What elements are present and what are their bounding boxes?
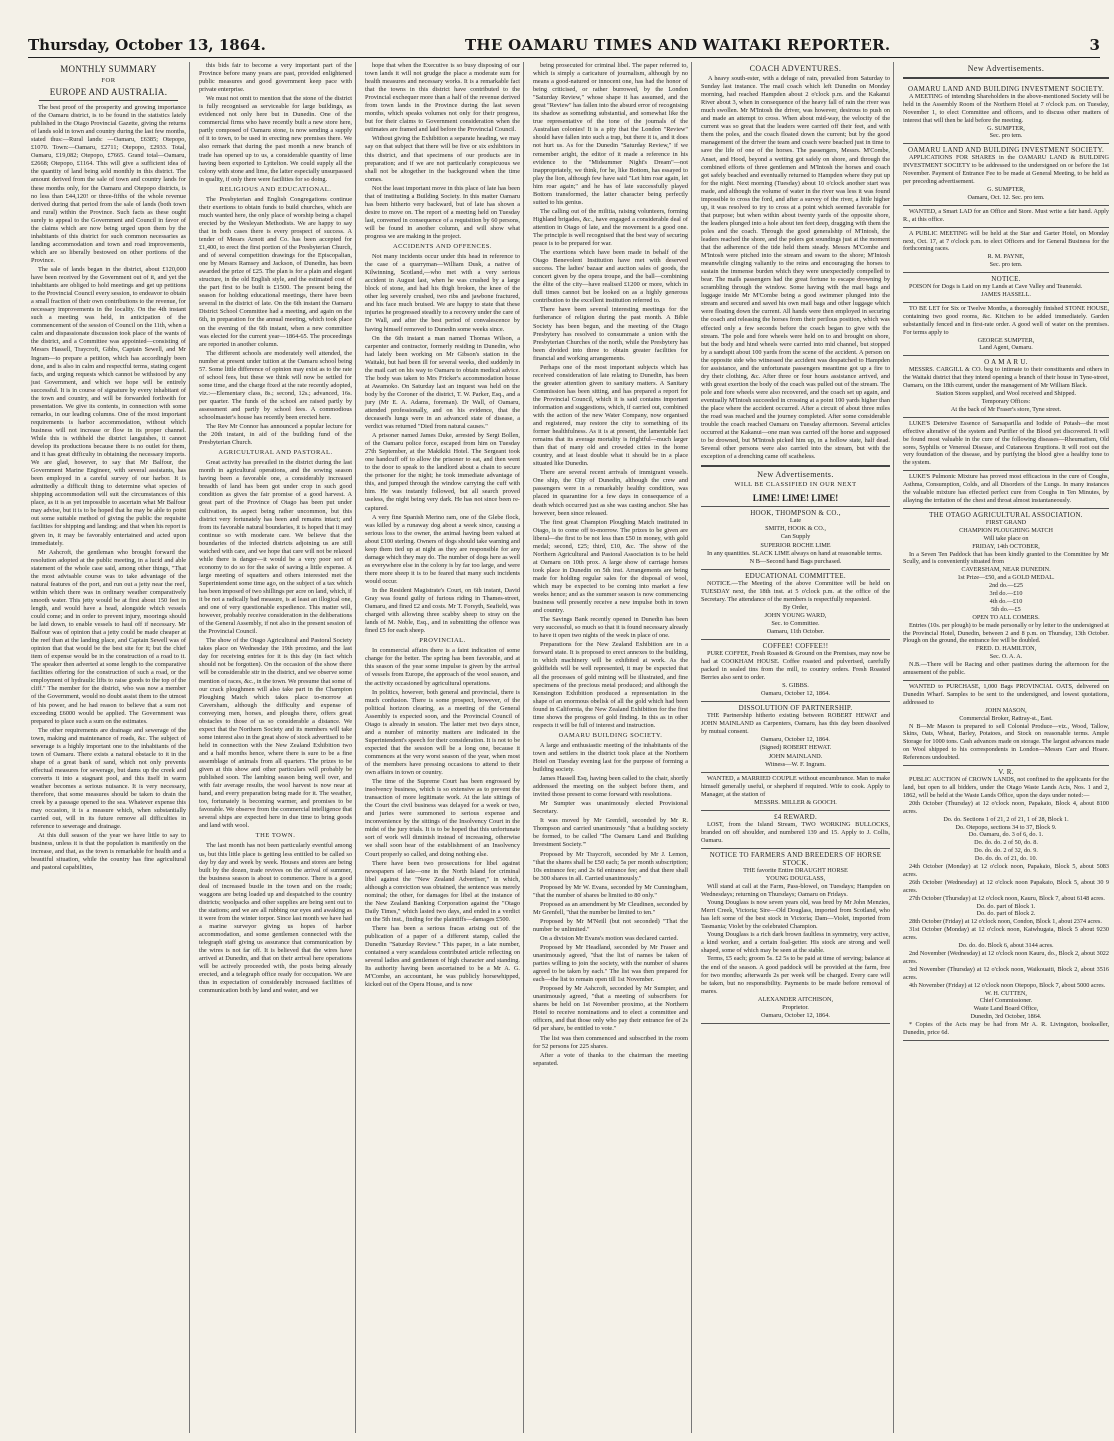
ad-line: FRED. D. HAMILTON, — [975, 645, 1037, 653]
article-paragraph: In the Resident Magistrate's Court, on 6th instant, David Gray was found guilty of furious riding in Thames-street, Oamaru, and fined £2 and costs. Mr T. Forsyth, Seafield, was charged with allowing three scabby sheep to stray on the lands of M. Noble, Esq., and in submitting the offence was fined £5 for each sheep. — [365, 587, 520, 635]
article-paragraph: In commercial affairs there is a faint indication of some change for the better. The spring has been favorable, and at this season of the year some impulse is given by the arrival of vessels from Europe, the approach of the wool season, and the activity occasioned by agricultural operations. — [365, 647, 520, 687]
ad-line: R. M. PAYNE, — [987, 253, 1025, 261]
ad-line: G. SUMPTER, — [987, 124, 1025, 132]
advertisement — [903, 303, 1109, 356]
page-number: 3 — [1089, 36, 1100, 54]
column-6 — [900, 62, 1112, 1433]
ad-line: Do. do. do. of 21, do. 10. — [974, 855, 1038, 863]
ad-line: YOUNG DOUGLASS, — [765, 874, 826, 882]
ad-line: WANTED to PURCHASE, 1,000 Bags PROVINCIAL OATS, delivered on Dunedin Wharf. Samples to be sent to the undersigned, and lowest quotations, addressed to — [903, 683, 1109, 706]
ad-line: 4th November (Friday) at 12 o'clock noon Otepopo, Block 7, about 5000 acres. — [909, 981, 1106, 989]
ad-line: OAMARU LAND AND BUILDING INVESTMENT SOCIETY. — [907, 84, 1105, 93]
issue-date: Thursday, October 13, 1864. — [28, 36, 266, 54]
classified-note: WILL BE CLASSIFIED IN OUR NEXT — [734, 481, 857, 489]
ad-line: JOHN YOUNG WARD, — [764, 611, 827, 619]
coach-body — [701, 75, 890, 461]
ad-line: 2nd November (Wednesday) at 12 o'clock noon Kauru, do., Block 2, about 3022 acres. — [903, 950, 1109, 965]
article-paragraph: In politics, however, both general and provincial, there is much confusion. There is some prospect, however, of the political horizon clearing, as a meeting of the General Assembly is expected soon, and the Provincial Council of Otago is already in session. The latter met two days since, and a number of minority matters are indicated in the Superintendent's speech for their consideration. It is not to be expected that the session will be a long one, because it commences at the very worst season of the year, when most of the members have pressing occasions to attend to their own affairs in town or country. — [365, 688, 520, 777]
article-paragraph: this bids fair to become a very important part of the Province before many years are past, provided enlightened public measures and good government keep pace with private enterprise. — [199, 62, 352, 94]
article-paragraph: A very fine Spanish Merino ram, one of the Glebe flock, was killed by a runaway dog about a week since, causing a serious loss to the owner, the animal having been valued at about £100 sterling. Owners of dogs should take warning and keep them tied up at night as they are responsible for any damage which they may do. The number of dogs here as well as everywhere else in the colony is by far too large, and were there more sheep it is to be feared that many such incidents would occur. — [365, 513, 520, 585]
ad-line: (Signed) ROBERT HEWAT. — [759, 744, 832, 752]
article-paragraph: Proposed by Mr Traycroft, seconded by Mr J. Lemon, "that the shares shall be £50 each; 5s per month subscription; 10s entrance fee; and 2s 6d entrance fee; and that there shall be 300 shares in all. Carried unanimously." — [533, 850, 688, 882]
advertisement — [903, 206, 1109, 228]
ad-line: TO BE LET for Six or Twelve Months, a thoroughly finished STONE HOUSE, containing two good rooms, &c. Kitchen to be added immediately. Garden substantially fenced and in first-rate order. A good well of water on the premises. For terms apply to — [903, 304, 1109, 336]
ad-line: 2nd do.—£25 — [988, 582, 1024, 590]
article-paragraph: A heavy south-ester, with a deluge of rain, prevailed from Saturday to Sunday last instance. The mail coach which left Dunedin on Monday morning, had reached Hampden about 2 o'clock p.m. and the Kakanui River about 3, when in consequence of the heavy fall of rain the river was much swollen. Mr M'Intosh the driver, was however, desirous to push on and made an attempt to cross. When about mid-way, the velocity of the current was so great that the leaders were carried off their feet, and with them the poles, and the coach floated down the current; but by the good management of the driver the team and coach were beached just in time to save the life of one of the horses. The passengers, Messrs. M'Combe, Anset, and Hood, beyond a wetting got safely on shore, and through the combined efforts of three gentlemen and M'Intosh the horses and coach got safely beached and eventually returned to Hampden where they put up for the night. Next morning (Tuesday) about 10 o'clock another start was made, and although the volume of water in the river was less it was found impossible to cross the ford, and after a survey of the river, a little higher up, it was resolved to try to cross at a point which seemed favorable for that purpose; but when within about twenty yards of the opposite shore, the leaders plunged into a hole about ten feet deep, dragging with them the poles and the coach. Through the good generalship of M'Intosh, the leaders reached the shore, and the polers got soundings just at the moment that the adherence of the tide held them steady. Messrs M'Combe and M'Intosh were pitched into the stream and swam to the shore; M'Intosh meanwhile clinging valiantly to the reins and encouraging the horses to sustain the immense burden which they were unexpectedly compelled to bear. The mails passengers had the great fortune to escape drowning by scrambling through the window. Some having with the mail bags and luggage inside Mr M'Combe being a good swimmer plunged into the stream and secured and saved his own mail bags and other luggage which were floating down the current. All hands were then employed in securing the coach and releasing the horses from their perilous position, which was effected only a few seconds before the coach began to give with the stream. The pole and fore wheels were held on to and brought on shore, but the body and hind wheels were carried into mid channel, but stopped by a sandspit about 100 yards from the scene of the accident. A person on the opposite side who witnessed the accident was despatched to Hampden for assistance, and the unfortunate passengers meantime got up a fire to dry their clothing, &c. After three or four hours assistance arrived, and with great exertion the body of the coach was pulled out of the stream. The pole and fore wheels were also recovered, and the coach set up again, and eventually M'Intosh succeeded in crossing at a point 100 yards higher than the place where the accident occurred. After a circuit of about three miles the road was reached and the journey completed. After some considerable trouble the coach reached Oamaru on Tuesday afternoon. Several articles occurred at the Kakanui—one man was carried off the horse and supposed to be drowned, but M'Intosh picked him up, in a hollow state, half dead. Several other persons were also carried into the stream, but with the exception of a drenching came off scatheless. — [701, 75, 890, 461]
ad-line: 26th October (Wednesday) at 12 o'clock noon Papakaio, Block 5, about 30 9 acres. — [903, 878, 1109, 894]
ad-line: Oamaru, Oct. 12. Sec. pro tem. — [967, 193, 1045, 201]
article-paragraph: The Presbyterian and English Congregations continue their exertions to obtain funds to build churches, which are much wanted here, the only place of worship being a chapel erected by the Wesleyan Methodists. We are happy to say that in both cases there is every prospect of success. A tender of Messrs Arnott and Co. has been accepted for £1,400, to erect the first portion of the Presbyterian Church, and of several competition drawings for the Episcopalian, one by Messrs Ramsey and Jackson, of Dunedin, has been awarded the prize of £25. The plan is for a plain and elegant structure, in the old English style, and the estimated cost of the part first to be built is £1500. The present being the season for holding educational meetings, there have been several in the district of late. On the 6th instant the Oamaru District School Committee had a meeting, and again on the 6th, in preparation for the annual meeting, which took place on the evening of the 6th instant, when a new committee was elected for the current year—1864-65. The proceedings are reported in another column. — [199, 195, 352, 348]
ad-line: 27th October (Thursday) at 12 o'clock noon, Kauru, Block 7, about 6148 acres. — [909, 894, 1105, 902]
article-paragraph: A large and enthusiastic meeting of the inhabitants of the town and settlers in the district took place at the Northern Hotel on Tuesday evening last for the purpose of forming a building society. — [533, 741, 688, 774]
article-paragraph: The Savings Bank recently opened in Dunedin has been very successful, so much so that it is found necessary already to have it open two nights of the week in place of one. — [533, 616, 688, 640]
ad-line: Terms, £5 each; groom 5s. £2 5s to be paid at time of serving; balance at the end of the season. A good paddock will be provided at the farm, free for two months; afterwards 2s per week will be charged. Every care will be taken, but no responsibility. Payments to be made before removal of mares. — [701, 955, 890, 995]
advertisement — [903, 273, 1109, 303]
ad-line: THE Partnership hitherto existing between ROBERT HEWAT and JOHN MAINLAND as Carpenters, Oamaru, has this day been dissolved by mutual consent. — [701, 712, 890, 736]
ad-line: JAMES HASSELL. — [981, 291, 1031, 299]
ad-line: EDUCATIONAL COMMITTEE. — [745, 571, 846, 580]
ad-line: £4 REWARD. — [773, 812, 818, 821]
article-paragraph: The other requirements are drainage and sewerage of the town, making and maintenance of roads, &c. The subject of sewerage is a highly important one to the inhabitants of the town of Oamaru. There exists a natural obstacle to it in the shape of a great bank of sand, which not only prevents effectual measures for sewerage, but dams up the creek and converts it into a stagnant pool, and this itself in warm weather becomes a serious nuisance. It is very necessary, therefore, that some measures should be taken to drain the creek by a passage opened to the sea. Whatever expense this may occasion, it is a measure which, when substantially carried out, will in its future remove all difficulties in reference to sewerage and drainage. — [31, 726, 186, 831]
advertisement — [701, 811, 890, 849]
advertisement — [903, 471, 1109, 509]
ad-line: MESSRS. MILLER & GOOCH. — [754, 798, 837, 806]
column-6-ads — [903, 83, 1109, 1041]
advertisement — [701, 640, 890, 702]
ad-line: Do. do. do. 2 of 50, do. 8. — [974, 839, 1038, 847]
ad-line: Oamaru, October 12, 1864. — [761, 1011, 830, 1019]
ad-line: G. SUMPTER, — [987, 185, 1025, 193]
ad-line: APPLICATIONS FOR SHARES in the OAMARU LAND & BUILDING INVESTMENT SOCIETY to be addressed to the undersigned on or before the 1st November. Payment of Entrance Fee to be made at General Meeting, to be held as per preceding advertisement. — [903, 154, 1109, 186]
advertisement — [903, 83, 1109, 144]
article-paragraph: On the 6th instant a man named Thomas Wilson, a carpenter and contractor, formerly residing in Dunedin, who had lately been working on Mr Gibson's station in the Waitaki, but had been ill for several weeks, died suddenly in the mail cart on his way to Oamaru to obtain medical advice. The body was taken to Mrs Fricker's accommodation house at Awamoko. On Saturday last an inquest was held on the body by the Coroner of the district, T. W. Parker, Esq., and a jury (Mr E. A. Adams, foreman). Dr Wall, of Oamaru, attended professionally, and on his evidence, that the deceased's lungs were in an advanced state of disease, a verdict was returned "Died from natural causes." — [365, 334, 520, 431]
column-2-body — [199, 62, 352, 184]
ad-line: LOST, from the Island Stream, TWO WORKING BULLOCKS, branded on off shoulder, and numbered 139 and 15. Apply to J. Collis, Oamaru. — [701, 820, 890, 844]
ad-line: Do. Otepopo, sections 34 to 37, Block 9. — [955, 823, 1057, 831]
ad-line: Sec. pro tem. — [989, 132, 1023, 140]
divider — [701, 465, 890, 467]
ad-line: Do. Oamaru, do. 3 of 6, do. 1. — [968, 831, 1044, 839]
advertisement — [701, 702, 890, 772]
advertisement — [701, 849, 890, 1024]
ad-line: 31st October (Monday) at 12 o'clock noon, Kaiwhugaia, Block 5 about 9230 acres. — [903, 926, 1109, 942]
ad-line: In any quantities. SLACK LIME always on hand at reasonable terms. — [707, 549, 883, 557]
advertisement — [903, 144, 1109, 205]
article-paragraph: It was moved by Mr Grenfell, seconded by Mr R. Thompson and carried unanimously "that a building society be formed, to be called 'The Oamaru Land and Building Investment Society.'" — [533, 817, 688, 849]
column-3 — [362, 62, 524, 1433]
article-paragraph: The Rev Mr Connor has announced a popular lecture for the 20th instant, in aid of the building fund of the Presbyterian Church. — [199, 423, 352, 447]
ad-line: Sec. pro tem. — [989, 261, 1023, 269]
ad-line: CAVERSHAM, NEAR DUNEDIN. — [961, 566, 1051, 574]
ad-line: JOHN MAINLAND. — [768, 752, 823, 760]
ad-line: Proprietor. — [782, 1003, 809, 1011]
article-paragraph: Proposed by Mr M'Neill (but not seconded) "That the number be unlimited." — [533, 917, 688, 933]
summary-for: FOR — [101, 77, 116, 84]
ad-line: COFFEE! COFFEE!! — [762, 642, 829, 650]
ad-line: WANTED, a Smart LAD for an Office and Store. Must write a fair hand. Apply R., at this office. — [903, 207, 1109, 223]
masthead — [28, 28, 1100, 58]
ad-line: PURE COFFEE, Fresh Roasted & Ground on the Premises, may now be had at COOKHAM HOUSE. Coffee roasted and pulverised, carefully packed in sealed tins from the mill, to country orders. Fresh Roasted Berries also sent to order. — [701, 650, 890, 682]
ad-line: Young Douglass is now seven years old, was bred by Mr John Menzies, Merri Creek, Victoria; Sire—Old Douglass, imported from Scotland, who has left some of the best stock in Victoria; Dam—Violet, imported from Tasmania; Violet by the celebrated Champion. — [701, 899, 890, 931]
article-paragraph: The best proof of the prosperity and growing importance of the Oamaru district, is to be found in the statistics lately published in the Otago Provincial Gazette, giving the returns of lands sold in town and country during the last few months, stated thus:—Rural lands: —Oamaru, £6385; Otepopo, £1070. Town:—Oamaru, £2711; Otepopo, £2933. Total, Oamaru, £19,082; Otepopo, £7665. Grand total—Oamaru, £2668; Otepopo, £1164. This will give a sufficient idea of the quantity of land being sold monthly in this district. The amount derived from the sale of town and country lands for these months only, for the Oamaru and Otepopo districts, is no less than £44,120! or three-fifths of the whole revenue derived during that period from the sale of lands (both town and rural) within the Province. Such facts as these ought surely to appeal to the Government and Council in favor of the claims which are now being urged upon them by the inhabitants of this district for such common necessaries as landing accommodation and town and road improvements, which are so liberally bestowed on other portions of the Province. — [31, 104, 186, 264]
article-paragraph: At this dull season of the year we have little to say to business, unless it is that the population is manifestly on the increase, and that, as the town is remarkable for health and a beautiful situation, while the country has fine agricultural and pastoral capabilities, — [31, 832, 186, 872]
column-3-body — [365, 62, 520, 241]
article-paragraph: The last month has not been particularly eventful among us, but this little place is getting less entitled to be called so day by day and week by week. Houses and stores are being built by the dozen, trade revives on the arrival of summer, the business season is about to commence. There is a good deal of increased bustle in the town and on the roads; waggons are being loaded up and despatched to the country districts; woolpacks and other supplies are being sent out to the stations; and we are all rubbing our eyes and awaking as it were from the winter torpor. Since last month we have had a marine surveyor giving us hopes of harbor accommodation, and some gentlemen connected with the telegraph staff giving us assurance that communication by the wires is not far off. It is believed that the wires have arrived at Dunedin, and that on their arrival here operations will be actively proceeded with, the posts being already erected, and a telegraph office ready for occupation. We are thus in expectation of considerably increased facilities of communication both by land and water, and we — [199, 842, 352, 995]
advertisement — [903, 418, 1109, 471]
new-ads-heading: New Advertisements. — [757, 470, 834, 480]
ad-line: Will take place on — [983, 534, 1029, 542]
ad-line: FIRST GRAND — [985, 518, 1027, 526]
article-paragraph: Proposed by Mr Headland, seconded by Mr Fraser and unanimously agreed, "that the list of names be taken of parties willing to join the society, with the number of shares agreed to be taken by each." The list was then prepared for each—the list to remain open till 1st November. — [533, 944, 688, 984]
article-paragraph: Perhaps one of the most important subjects which has received consideration of late relating to Dunedin, has been the greater attention given to sanitary matters. A Sanitary Commission has been sitting, and has prepared a report for the Provincial Council, which it is said contains important information and suggestions, which, if carried out, combined with the action of the new Water Company, now organised and registered, may restore the city to something of its former healthfulness. As it is at present, the lamentable fact remains that its average mortality is frightful—much larger than that of many old and crowded cities in the home country, and at least double what it should be in a place situated like Dunedin. — [533, 363, 688, 468]
article-paragraph: Not many incidents occur under this head in reference to the case of a quarryman—William Dusk, a native of Kilwinning, Scotland,—who met with a very serious accident in August last, when he was crushed by a large block of stone, and had his thigh broken, the knee of the other leg severely crushed, two ribs and jawbone fractured, and his face much bruised. We are happy to state that these injuries he progressed steadily to a recovery under the care of Dr Wall, and after the best period of convalescence by having himself removed to Dunedin some weeks since. — [365, 253, 520, 333]
article-paragraph: The first great Champion Ploughing Match instituted in Otago, is to come off to-morrow. The prizes to be given are liberal—the first to be not less than £50 in money, with gold medal; second, £25; third, £10, &c. The show of the Northern Agricultural and Pastoral Association is to be held at Oamaru on 10th prox. A large show of carriage horses took place in Dunedin on 5th inst. Arrangements are being made for holding regular sales for the disposal of wool, which may be expected to be coming into market a few weeks hence; and as the summer season is now commencing business will presently receive a new impulse both in town and country. — [533, 518, 688, 615]
ad-line: Chief Commissioner. — [979, 997, 1033, 1005]
section-building-society: OAMARU BUILDING SOCIETY. — [558, 731, 663, 739]
article-paragraph: After a vote of thanks to the chairman the meeting separated. — [533, 1051, 688, 1067]
ad-line: THE favorite Entire DRAUGHT HORSE — [743, 866, 848, 874]
new-ads-heading: New Advertisements. — [967, 64, 1045, 73]
ad-line: LUKE'S Detersive Essence of Sarsaparilla and Iodide of Potash—the most effective alterative of the system and Purifier of the Blood yet discovered. It will be found most valuable in the cure of the following diseases—Rheumatism, Old sores, Syphilis or Venereal Disease, and Cutaneous Eruptions. It will root out the very foundation of the disease, and by purifying the blood give a healthy tone to the system. — [903, 419, 1109, 467]
article-paragraph: Preparations for the New Zealand Exhibition are in a forward state. It is proposed to erect annexes to the building, in which machinery will be exhibited at work. As the goldfields will be well represented, it may be expected that all the processes of gold mining will be illustrated, and fine specimens of the precious metal produced; and although the Kensington Exhibition produced a representation in the shape of an enormous obelisk of all the gold which had been found in California, the New Zealand Exhibition for the first time shows the progress of gold finding. In this as in other respects it will be full of interest and instruction. — [533, 641, 688, 729]
ad-line: Do. do. do. 2 of 32, do. 9. — [974, 847, 1038, 855]
column-1 — [28, 62, 190, 1433]
advertisement — [903, 681, 1109, 766]
ad-line: Waste Land Board Office, — [973, 1005, 1039, 1013]
ad-line: 3rd do.—£10 — [989, 590, 1023, 598]
ad-line: A MEETING of intending Shareholders in the above-mentioned Society will be held in the Assembly Room of the Northern Hotel at 7 o'clock p.m. on Tuesday, November 1, to elect Committee and officers, and to discuss other matters of interest that will then be laid before the meeting. — [903, 92, 1109, 124]
ad-line: HOOK, THOMPSON & CO., — [750, 509, 841, 518]
ad-line: Station Stores supplied, and Wool received and Shipped. — [935, 390, 1077, 398]
article-paragraph: The sale of lands began in the district, about £120,000 have been received by the Government out of it, and yet the inhabitants are obliged to hold meetings and get up petitions to the Provincial Council every session, to endeavor to obtain a small fraction of their own contributions to the revenue, for necessary improvements in the locality. On the 4th instant such a meeting was held, in anticipation of the commencement of the session of Council on the 11th, when a calm and dispassionate discussion took place of the wants of the district, and a Committee was appointed—consisting of Messrs Hassell, Traycroft, Gibbs, Captain Sewell, and Mr Ingram—to prepare a petition, which has accordingly been done, and is also in calm and respectful terms, stating cogent facts, and urging requests which cannot be withstood by any just Government, and which we hope will be entirely successful. It is in course of signature by every inhabitant of the town and country, and will be forwarded forthwith for presentation. We give its contents, in connection with some remarks, in our leading columns. One of the most important requirements is harbor accommodation, without which business will not increase or flow in its proper channel. While this is withheld the district languishes, it cannot develop its productions because there is no outlet for them, and it has great difficulty in obtaining the necessary imports. We are glad, however, to say that Mr Balfour, the Government Marine Engineer, with several assistants, has been employed in a careful survey of our harbor. It is admittedly a difficult thing to determine what species of shipping accommodation will suit the circumstances of this place, as it is as yet impossible to ascertain what Mr Balfour may advise, but it is to be hoped that he may be able to point out some suitable method of giving the public the requisite facilities for shipping and landing; and that when his report is given in, it may be favorably entertained and acted upon immediately. — [31, 265, 186, 547]
article-paragraph: hope that when the Executive is so busy disposing of our town lands it will not grudge the place a moderate sum for health measures and necessary works. It is a remarkable fact that the towns in this district have contributed to the Provincial exchequer more than a half of the revenue derived from town lands in the Province during the last seven months, which speaks volumes not only for their progress, but for their claims to Government consideration when the estimates are framed and laid before the Provincial Council. — [365, 62, 520, 134]
ad-line: ALEXANDER AITCHISON, — [757, 995, 834, 1003]
ad-line: Do. do. part of Block 1. — [976, 902, 1036, 910]
ad-line: SMITH, HOOK & CO., — [765, 525, 826, 533]
section-accidents: ACCIDENTS AND OFFENCES. — [392, 243, 493, 251]
article-paragraph: Proposed by Mr W. Evans, seconded by Mr Cunningham, "that the number of shares be limited to 80 only." — [533, 883, 688, 899]
ad-line: LIME! LIME! LIME! — [752, 493, 839, 504]
ad-line: In a Seven Ten Paddock that has been kindly granted to the Committee by Mr Scully, and is conveniently situated from — [903, 550, 1109, 566]
ad-line: NOTICE. — [991, 275, 1021, 284]
section-agricultural: AGRICULTURAL AND PASTORAL. — [218, 449, 333, 457]
building-society-body — [533, 742, 688, 1068]
ad-line: 1st Prize—£50, and a GOLD MEDAL. — [957, 574, 1055, 582]
column-5-ads — [701, 491, 890, 1023]
ad-line: PUBLIC AUCTION of CROWN LANDS, not confined to the applicants for the land, but open to all bidders, under the Otago Waste Lands Acts, Nos. 1 and 2, 1862, will be held at the Waste Lands Office, upon the days under noted:— — [903, 776, 1109, 799]
ad-line: POISON for Dogs is Laid on my Lands at Cave Valley and Teaneraki. — [909, 283, 1083, 291]
ad-line: Can Supply — [780, 533, 811, 541]
ad-line: S. GIBBS. — [782, 682, 809, 690]
ad-line: Sec. to Committee. — [771, 619, 820, 627]
advertisement — [701, 773, 890, 811]
ad-line: Oamaru, 11th October. — [766, 627, 825, 635]
ad-line: LUKE'S Pulmonic Mixture has proved most efficacious in the cure of Coughs, Asthma, Consumption, Colds, and all Disorders of the Lungs. In many instances the valuable mixture has effected perfect cure from Coughs in Ten Minutes, by allaying the irritation of the chest and throat almost instantaneously. — [903, 473, 1109, 504]
ad-line: Do. do. Sections 1 of 21, 2 of 21, 1 of 28, Block 1. — [943, 815, 1069, 823]
ad-line: O A M A R U. — [984, 358, 1028, 367]
summary-region: EUROPE AND AUSTRALIA. — [49, 87, 168, 98]
ad-line: Late — [789, 517, 802, 525]
divider — [903, 77, 1109, 79]
advertisement — [903, 509, 1109, 681]
ad-line: OPEN TO ALL COMERS. — [972, 613, 1040, 621]
agricultural-body — [199, 459, 352, 830]
ad-line: 5th do.—£5 — [991, 605, 1021, 613]
article-paragraph: The calling out of the militia, raising volunteers, forming Highland brigades, &c., have engaged a considerable deal of attention in Otago of late, and the movement is a good one. The principle is well recognised that the best way of securing peace is to be prepared for war. — [533, 207, 688, 248]
section-town: THE TOWN. — [255, 832, 296, 840]
advertisement — [701, 507, 890, 569]
accidents-body — [365, 253, 520, 635]
article-paragraph: The different schools are moderately well attended, the number at present under tuition at the Oamaru school being 57. Some little difference of opinion may exist as to the rate of school fees, but these we think will now be settled for some time, and the charge fixed at the rate recently adopted, viz.:—Elementary class, 8s.; second, 12s.; advanced, 16s. per quarter. The funds of the school are raised partly by assessment and partly by school fees. A commodious schoolmaster's house has recently been erected here. — [199, 349, 352, 422]
article-paragraph: The list was then commenced and subscribed in the room for 52 persons for 225 shares. — [533, 1034, 688, 1050]
ad-line: NOTICE TO FARMERS AND BREEDERS OF HORSE STOCK. — [709, 850, 882, 867]
ad-line: MESSRS. CARGILL & CO. beg to intimate to their constituents and others in the Waitaki district that they intend opening a branch of their house in Tyne-street, Oamaru, on the 18th current, under the management of Mr William Black. — [903, 366, 1109, 390]
ad-line: 20th October (Thursday) at 12 o'clock noon, Papakaio, Block 4, about 8100 acres. — [903, 799, 1109, 815]
ad-line: WANTED, a MARRIED COUPLE without encumbrance. Man to make himself generally useful, or shepherd if required. Wife to cook. Apply to Manager, at the station of — [701, 774, 890, 798]
article-paragraph: Not the least important move in this place of late has been that of instituting a Building Society. In this matter Oamaru has been hitherto very backward, but of late has shown a desire to move on. The report of a meeting held on Tuesday last, convened in consequence of a requisition by 60 persons, will be found in another column, and will show what progress we are making in the project. — [365, 184, 520, 240]
ad-line: Do. do. part of Block 2. — [976, 910, 1036, 918]
advertisement — [701, 570, 890, 640]
column-2 — [196, 62, 356, 1433]
article-paragraph: The time of the Supreme Court has been engrossed by insolvency business, which is so extensive as to prevent the transaction of more legitimate work. At the late sittings of the Court the civil business was delayed for a week or two, and juries were summoned to serious expense and inconvenience by the sittings of the Insolvency Court in the midst of the jury trials. It is to be hoped that this unfortunate sort of work will diminish instead of increasing, otherwise we shall soon hear of the establishment of an Insolvency Court properly so called, and doing nothing else. — [365, 778, 520, 858]
ad-line: N B—Mr Mason is prepared to sell Colonial Produce—viz., Wood, Tallow, Skins, Oats, Wheat, Barley, Potatoes, and Stock on reasonable terms. Ample Storage for 1000 tons. Cash advances made on storage. The largest advances made on Wool shipped to his correspondents in London—Messrs Carr and Hoare. References undoubted. — [903, 722, 1109, 762]
article-paragraph: Mr Sumpter was unanimously elected Provisional Secretary. — [533, 800, 688, 816]
column-4-body — [533, 62, 688, 730]
ad-line: Land Agent, Oamaru. — [979, 344, 1033, 352]
ad-line: * Copies of the Acts may be had from Mr A. R. Livingston, bookseller, Dunedin, price 6d. — [903, 1021, 1109, 1037]
ad-line: By Order, — [783, 603, 808, 611]
ad-line: A PUBLIC MEETING will be held at the Star and Garter Hotel, on Monday next, Oct. 17, at 7 o'clock p.m. to elect Officers and for General Business for the forthcoming races. — [903, 229, 1109, 253]
ad-line: OAMARU LAND AND BUILDING INVESTMENT SOCIETY. — [907, 146, 1105, 155]
ad-line: Oamaru, October 12, 1864. — [761, 736, 830, 744]
newspaper-columns — [28, 62, 1109, 1433]
ad-line: Entries (10s. per plough) to be made personally or by letter to the undersigned at the Provincial Hotel, Dunedin, between 2 and 8 p.m. on Thursday, 13th October. Plough on the ground, the entrance fee will be doubled. — [903, 621, 1109, 645]
article-paragraph: being prosecuted for criminal libel. The paper referred to, which is simply a caricature of journalism, although by no means a good-natured or innocent one, has had the honor of being criticised, or rather burrowed, by the London "Saturday Review," whose shape it has assumed, and the great "Review" has fallen into the absurd error of recognising its shadow as something substantial, and somewhat like the true representative of the tone of the journals of the Australian colonies! It is a pity that the London "Review" should have fallen into such a trap, but there it is, and it does not hurt us. As for the Dunedin "Saturday Review," if we remember aright, the editor of it made a reference in his evidence to the "Midsummer Night's Dream"—not inappropriately, we think, for he, like Bottom, has essayed to play the lion, although few have said "Let him roar again, let him roar again;" and he has of late successfully played Bottom transformed, the latter character being perfectly suited to his genius. — [533, 62, 688, 206]
divider — [39, 100, 178, 101]
ad-line: 3rd November (Thursday) at 12 o'clock noon, Waikouaiti, Block 2, about 3516 acres. — [903, 965, 1109, 981]
advertisement — [701, 491, 890, 507]
ad-line: Will stand at call at the Farm, Pass-blowel, on Tuesdays; Hampden on Wednesdays; returning on Thursdays; Oamaru on Fridays. — [701, 883, 890, 899]
ad-line: Do. do. do. Block 6, about 3144 acres. — [958, 942, 1054, 950]
article-paragraph: Without giving the Exhibition a separate heading, we may say on that subject that there will be five or six exhibitors in this district, and that specimens of our products are in preparation; and if we are not particularly conspicuous we shall not be altogether in the background when the time comes. — [365, 135, 520, 183]
ad-line: 4th do.—£10 — [989, 597, 1023, 605]
article-paragraph: Proposed as an amendment by Mr Cleudinen, seconded by Mr Grenfell, "that the number be limited to ten." — [533, 900, 688, 916]
ad-line: W. H. CUTTEN, — [985, 989, 1027, 997]
ad-line: N B—Second hand Bags purchased. — [749, 557, 842, 565]
coach-heading: COACH ADVENTURES. — [749, 64, 842, 73]
ad-line: 24th October (Monday) at 12 o'clock noon, Papakaio, Block 5, about 5083 acres. — [903, 863, 1109, 878]
ad-line: THE OTAGO AGRICULTURAL ASSOCIATION. — [929, 510, 1083, 519]
ad-line: Temporary Offices: — [981, 398, 1031, 405]
ad-line: CHAMPION PLOUGHING MATCH — [959, 526, 1053, 534]
ad-line: At the back of Mr Fraser's store, Tyne street. — [950, 405, 1062, 413]
article-paragraph: Great activity has prevailed in the district during the last month in agricultural operations, and the sowing season having been a favorable one, a considerably increased breadth of land has been got under crop in such good condition as gives the fair promise of a good harvest. A great part of the Province of Otago has been put under cultivation, its aspect being rather uncommon, but this district very fortunately has been and remains intact; and from its favorable natural boundaries, it is hoped that it may continue so with moderate care. We believe that the boundaries of the infected districts adjoining us are still watched with care, and we hope that care will not be relaxed while there is danger—it would be a very poor sort of economy to do so for the sake of saving a little expense. A large meeting of squatters and others interested met the Superintendent some time ago, on the subject of a tax which has been imposed of two shillings per acre on land, which, if it be not a radically bad measure, is at least an illogical one, and one of very questionable expedience. This matter will, however, probably receive consideration in the deliberations of the General Assembly, if not also in the present session of the Provincial Council. — [199, 459, 353, 636]
article-paragraph: James Hassell Esq, having been called to the chair, shortly addressed the meeting on the subject before them, and invited those present to come forward with resolutions. — [533, 775, 688, 799]
article-paragraph: On a division Mr Evans's motion was declared carried. — [540, 934, 679, 942]
ad-line: Witness—W. F. Ingram. — [765, 760, 826, 768]
section-provincial: PROVINCIAL. — [419, 637, 466, 645]
article-paragraph: A prisoner named James Duke, arrested by Sergt Bollen, of the Oamaru police force, escaped from him on Tuesday 27th September, at the Makikiki Hotel. The Sergeant took one handcuff off to allow the prisoner to eat, and then went to the door to speak to the landlord about a chain to secure the prisoner for the night; he took immediate advantage of this, and jumped through the window carrying the cuff with him. He was instantly followed, but all search proved useless, the night being very dark. He has not since been re-captured. — [365, 432, 520, 512]
ad-line: DISSOLUTION OF PARTNERSHIP. — [738, 704, 853, 713]
ad-line: JOHN MASON, — [985, 706, 1027, 714]
religious-body — [199, 196, 352, 447]
ad-line: Young Douglass is a rich dark brown faultless in symmetry, very active, a kind worker, and a certain foal-getter. His stock are strong and well shaped, some of which may be seen at the stable. — [701, 931, 890, 955]
article-paragraph: There have been several interesting meetings for the furtherance of religion during the past month. A Bible Society has been begun, and the meeting of the Otago Presbytery has resolved to consummate a union with the Presbyterian Churches of the north, while the Presbytery has been divided into three to obtain greater facilities for financial and working arrangements. — [533, 306, 688, 362]
article-paragraph: Proposed by Mr Ashcroft, seconded by Mr Sumpter, and unanimously agreed, "that a meeting of subscribers for shares be held on 1st November proximo, at the Northern Hotel to receive nominations and to elect a committee and officers, and that those only who pay their entrance fee of 2s 6d per share, be entitled to vote." — [533, 985, 688, 1033]
ad-line: Commercial Broker, Rattray-st., East. — [959, 714, 1053, 722]
advertisement — [903, 228, 1109, 274]
advertisement — [903, 766, 1109, 1041]
advertisement — [903, 356, 1109, 417]
article-paragraph: There has been a serious fracas arising out of the publication of a paper of a different stamp, called the Dunedin "Saturday Review." This paper, in a late number, contained a very scandalous contributed article reflecting on several ladies and gentlemen of high character and standing. Its authority having been ascertained to be a Mr A. G. M'Combe, an accountant, he was publicly horsewhipped, kicked out of the Opera House, and is now — [365, 924, 520, 989]
article-paragraph: We must not omit to mention that the stone of the district is fully recognised as serviceable for large buildings, as evidenced not only here but in Dunedin. One of the commercial firms who have recently built a new store here, partly composed of Oamaru stone, is now sending a supply of it to town, to be used in erecting new premises there. We also remark that during the past month a new branch of trade has opened up to us, a considerable quantity of lime having been exported to Lyttelton. We could supply all the colony with stone and lime, the latter especially unsurpassed in quality, if only there were facilities for so doing. — [199, 95, 352, 183]
summary-heading: MONTHLY SUMMARY — [60, 64, 157, 74]
article-paragraph: There have been two prosecutions for libel against newspapers of late—one in the North Island for criminal libel against the "New Zealand Advertiser," in which, although a conviction was obtained, the sentence was merely nominal; the other, for damages for libel at the instance of the New Zealand Banking Corporation against the "Otago Daily Times," which lasted two days, and ended in a verdict on the 5th inst., finding for the plaintiffs—damages £500. — [365, 859, 520, 923]
ad-line: Dunedin, 3rd October, 1864. — [970, 1013, 1042, 1021]
ad-line: 28th October (Friday) at 12 o'clock noon, Condon, Block 1, about 2374 acres. — [909, 918, 1102, 926]
column-1-body — [31, 104, 186, 872]
provincial-body — [365, 647, 520, 989]
ad-line: Sec. O. A. A. — [989, 653, 1023, 661]
ad-line: NOTICE.—The Meeting of the above Committee will be held on TUESDAY next, the 18th inst. at 5 o'clock p.m. at the office of the Secretary. The attendance of the members is respectfully requested. — [701, 579, 890, 603]
article-paragraph: Mr Ashcroft, the gentleman who brought forward the resolution adopted at the public meeting, in a lucid and able statement of the whole case said, among other things, "That the most advisable course was to take advantage of the natural features of the port, and run out a jetty near the reef, within which there was in ordinary weather comparatively smooth water. This jetty would be at first about 150 feet in length, and would have a head, alongside which vessels could come; and in order to prevent injury, moorings should be laid down, to enable vessels to haul off if necessary. Mr Balfour was of opinion that a jetty could be made cheaper at the reef than at the landing place, and Captain Sewell was of opinion that that would be the best site for it; but the chief item of expense would be in the construction of a road to it. The speaker then adverted at some length to the comparative facilities offering for the construction of such a road, or the employment of hydraulic lifts to raise goods to the top of the cliff." The member for the district, who was now a member of the Government, would no doubt assist them to the utmost of his power, and he had reason to believe that a sum not exceeding £6000 would be applied. The Government was prepared to place such a sum on the estimates. — [31, 548, 186, 725]
newspaper-title: THE OAMARU TIMES AND WAITAKI REPORTER. — [464, 36, 891, 54]
column-5 — [698, 62, 894, 1433]
ad-line: GEORGE SUMPTER, — [977, 336, 1035, 344]
ad-line: N.B.—There will be Racing and other pastimes during the afternoon for the amusement of the public. — [903, 661, 1109, 677]
ad-line: FRIDAY, 14th OCTOBER, — [972, 542, 1040, 550]
ad-line: V. R. — [998, 768, 1014, 777]
town-body — [199, 842, 352, 995]
article-paragraph: There are several recent arrivals of immigrant vessels. One ship, the City of Dunedin, although the crew and passengers were in a remarkably healthy condition, was placed in quarantine for a few days in consequence of a death which occurred just as she was casting anchor. She has however, been since released. — [533, 469, 688, 517]
article-paragraph: The show of the Otago Agricultural and Pastoral Society takes place on Wednesday the 19th proximo, and the last day for receiving entries for it is this day (in fact which should not be forgotten). On the occasion of the show there will be considerable stir in the district, and we observe some mention of races, &c., in the town. We presume that some of our crack ploughmen will also take part in the Champion Ploughing Match which takes place to-morrow at Caversham, although the difficulty and expense of conveying men, horses, and ploughs there, offers great obstacles to those of us so considerable a distance. We expect that the Northern Society and its members will take some interest also in the great show of stock advertised to be held in connection with the New Zealand Exhibition two and a half months hence, where there is sure to be a fine assemblage of animals from all quarters. The prizes to be given at this show and other particulars will probably be published soon. The lambing season being well over, and with fair average results, the wool harvest is now near at hand, and every preparation being made for it. The weather, too, fortunately is becoming warmer, and promises to be favorable. We observe from the commercial intelligence that several ships are expected here in due time to bring goods and land with wool. — [199, 637, 353, 830]
article-paragraph: The exertions which have been made in behalf of the Otago Benevolent Institution have met with deserved success. The ladies' bazaar and auction sales of goods, the concert given by the opera troupe, and the ball—combining the élite of the city—have realised £1200 or more, which in dull times cannot but be looked on as a highly generous contribution to the excellent institution referred to. — [533, 249, 688, 305]
section-religious: RELIGIOUS AND EDUCATIONAL. — [219, 185, 332, 193]
ad-line: SUPERIOR ROCHE LIME — [760, 541, 831, 549]
column-4 — [530, 62, 692, 1433]
ad-line: Oamaru, October 12, 1864. — [761, 690, 830, 698]
